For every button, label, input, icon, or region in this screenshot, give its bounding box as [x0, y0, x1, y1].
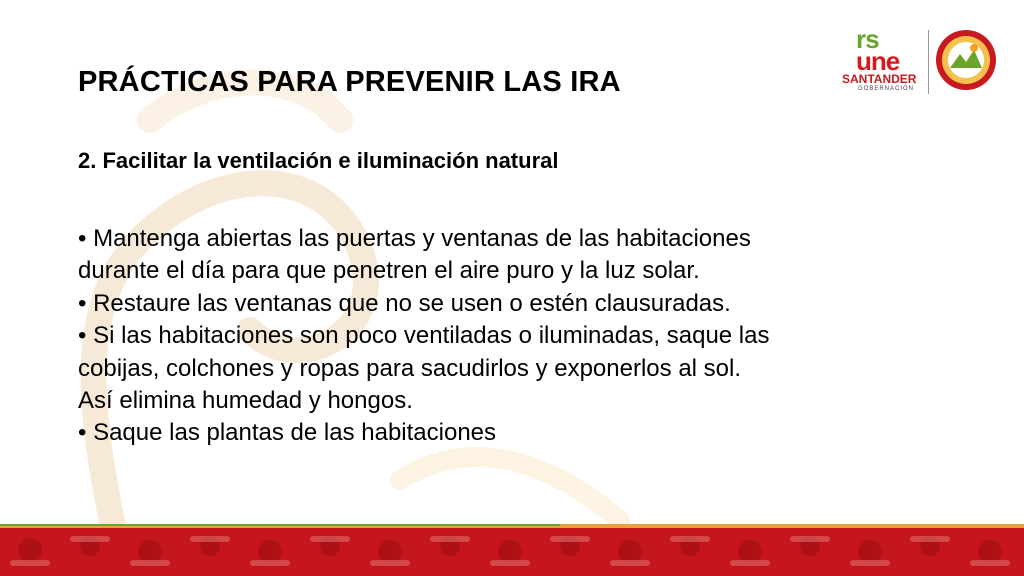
logo-brand-bottom: une — [856, 46, 900, 76]
body-line: • Restaure las ventanas que no se usen o estén clausuradas. — [78, 289, 731, 317]
seal-icon — [934, 28, 998, 92]
body-line: • Saque las plantas de las habitaciones — [78, 419, 497, 447]
slide-subtitle: 2. Facilitar la ventilación e iluminación natural — [78, 148, 559, 173]
logo-divider — [928, 30, 929, 94]
body-line: durante el día para que penetren el aire puro y la luz solar. — [78, 257, 700, 285]
body-line: Así elimina humedad y hongos. — [78, 387, 413, 415]
logo — [838, 22, 998, 100]
body-line: cobijas, colchones y ropas para sacudirlos y exponerlos al sol. — [78, 354, 742, 382]
footer-decoration — [0, 524, 1024, 576]
logo-name: SANTANDER — [842, 72, 917, 86]
body-line: • Si las habitaciones son poco ventiladas o iluminadas, saque las — [78, 322, 770, 350]
logo-tagline: GOBERNACIÓN — [858, 86, 915, 92]
body-line: • Mantenga abiertas las puertas y ventanas de las habitaciones — [78, 225, 751, 252]
slide-title: PRÁCTICAS PARA PREVENIR LAS IRA — [78, 66, 621, 98]
logo-brand-top: rs — [856, 24, 879, 54]
slide-body — [78, 223, 978, 450]
